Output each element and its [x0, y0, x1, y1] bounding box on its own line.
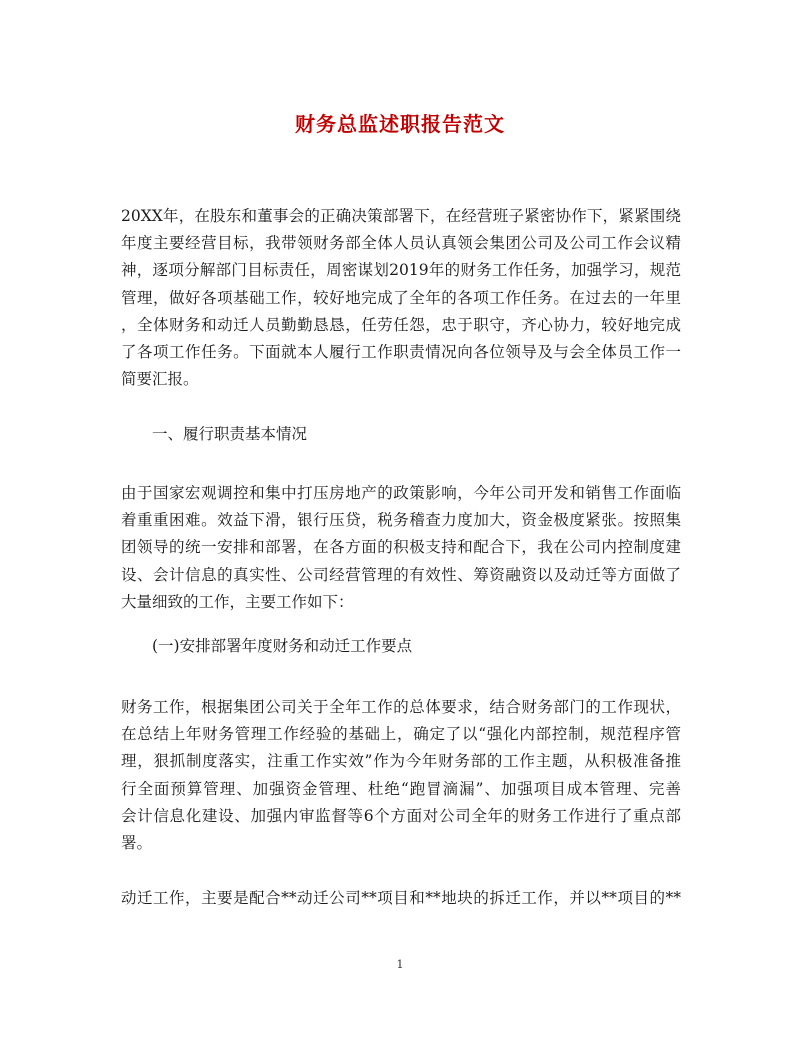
- paragraph-line: 设、会计信息的真实性、公司经营管理的有效性、筹资融资以及动迁等方面做了: [121, 565, 681, 584]
- paragraph-line: 大量细致的工作，主要工作如下：: [121, 592, 354, 611]
- paragraph-line: 会计信息化建设、加强内审监督等6个方面对公司全年的财务工作进行了重点部: [121, 806, 681, 825]
- document-title: 财务总监述职报告范文: [295, 112, 505, 136]
- paragraph-line: 由于国家宏观调控和集中打压房地产的政策影响，今年公司开发和销售工作面临: [121, 484, 681, 502]
- paragraph-line: 了各项工作任务。下面就本人履行工作职责情况向各位领导及与会全体员工作一: [121, 343, 681, 362]
- paragraph-line: 简要汇报。: [121, 370, 199, 389]
- paragraph-line: 在总结上年财务管理工作经验的基础上，确定了以“强化内部控制，规范程序管: [121, 725, 681, 744]
- paragraph-line: 署。: [121, 834, 153, 853]
- paragraph-line: 理，狠抓制度落实，注重工作实效”作为今年财务部的工作主题，从积极准备推: [121, 752, 681, 771]
- paragraph-line: 团领导的统一安排和部署，在各方面的积极支持和配合下，我在公司内控制度建: [121, 538, 681, 557]
- subsection-heading: (一)安排部署年度财务和动迁工作要点: [152, 637, 413, 655]
- paragraph-line: 着重重困难。效益下滑，银行压贷，税务稽查力度加大，资金极度紧张。按照集: [121, 511, 681, 530]
- section-heading: 一、履行职责基本情况: [152, 425, 308, 443]
- paragraph-intro: [121, 203, 681, 393]
- paragraph-line: 行全面预算管理、加强资金管理、杜绝“跑冒滴漏”、加强项目成本管理、完善: [121, 779, 681, 798]
- paragraph-line: 20XX年，在股东和董事会的正确决策部署下，在经营班子紧密协作下，紧紧围绕: [121, 207, 681, 225]
- paragraph-line: 财务工作，根据集团公司关于全年工作的总体要求，结合财务部门的工作现状，: [121, 698, 681, 716]
- paragraph-duties: [121, 480, 681, 616]
- paragraph-line: 年度主要经营目标，我带领财务部全体人员认真领会集团公司及公司工作会议精: [121, 234, 681, 253]
- paragraph-line: 管理，做好各项基础工作，较好地完成了全年的各项工作任务。在过去的一年里: [121, 288, 681, 307]
- paragraph-line: ，全体财务和动迁人员勤勤恳恳，任劳任怨，忠于职守，齐心协力，较好地完成: [121, 315, 681, 334]
- paragraph-finance: [121, 694, 681, 857]
- paragraph-relocation: [121, 885, 681, 912]
- paragraph-line: 动迁工作，主要是配合**动迁公司**项目和**地块的拆迁工作，并以**项目的**: [121, 889, 681, 907]
- paragraph-line: 神，逐项分解部门目标责任，周密谋划2019年的财务工作任务，加强学习，规范: [121, 261, 681, 280]
- page-number: 1: [396, 958, 404, 971]
